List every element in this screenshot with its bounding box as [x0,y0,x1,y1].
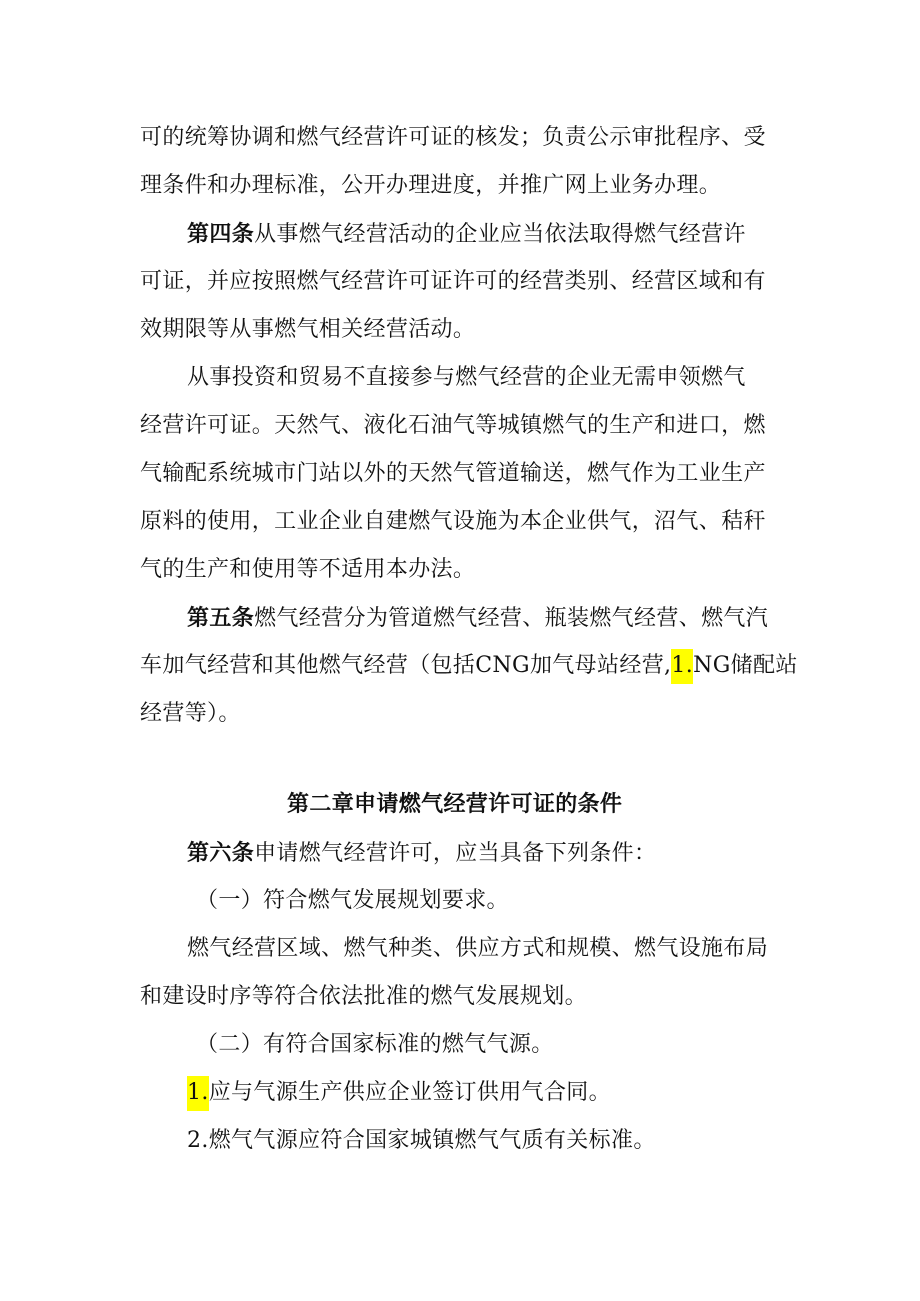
text-span: 应与气源生产供应企业签订供用气合同。 [208,1080,612,1105]
text-line: 理条件和办理标准，公开办理进度，并推广网上业务办理。 [140,173,722,198]
chapter-title: 第二章申请燃气经营许可证的条件 [287,791,623,817]
text-span: NG储配站 [693,653,798,678]
article-6-paragraph [0,838,920,869]
article-6-label: 第六条 [187,840,255,866]
item-heading: （二）有符合国家标准的燃气气源。 [196,1032,554,1057]
highlighted-text: 1. [187,1076,209,1111]
text-line: 可证，并应按照燃气经营许可证许可的经营类别、经营区域和有 [140,269,766,294]
text-span: 从事燃气经营活动的企业应当依法取得燃气经营许 [254,222,746,247]
article-4-label: 第四条 [187,221,255,247]
text-line: 原料的使用，工业企业自建燃气设施为本企业供气，沼气、秸秆 [140,509,766,534]
text-line: 和建设时序等符合依法批准的燃气发展规划。 [140,984,588,1009]
text-line: 效期限等从事燃气相关经营活动。 [140,317,476,342]
text-line [0,651,920,681]
text-line: 从事投资和贸易不直接参与燃气经营的企业无需申领燃气 [187,365,746,390]
text-span: 申请燃气经营许可，应当具备下列条件： [254,841,657,866]
text-span: 燃气经营分为管道燃气经营、瓶装燃气经营、燃气汽 [254,606,769,631]
text-line: 气输配系统城市门站以外的天然气管道输送，燃气作为工业生产 [140,461,766,486]
text-span: 车加气经营和其他燃气经营（包括CNG加气母站经营, [140,653,672,678]
text-line: 可的统筹协调和燃气经营许可证的核发；负责公示审批程序、受 [140,125,766,150]
text-line: 经营许可证。天然气、液化石油气等城镇燃气的生产和进口，燃 [140,413,766,438]
text-line: 燃气经营区域、燃气种类、供应方式和规模、燃气设施布局 [187,936,769,961]
article-4-paragraph [0,219,920,250]
text-line [0,1078,920,1108]
highlighted-text: 1. [671,649,693,684]
article-5-label: 第五条 [187,605,255,631]
item-heading: （一）符合燃气发展规划要求。 [196,888,509,913]
text-line: 气的生产和使用等不适用本办法。 [140,557,476,582]
article-5-paragraph [0,603,920,634]
text-line: 经营等）。 [140,701,241,726]
text-line: 2.燃气气源应符合国家城镇燃气气质有关标准。 [187,1128,656,1153]
